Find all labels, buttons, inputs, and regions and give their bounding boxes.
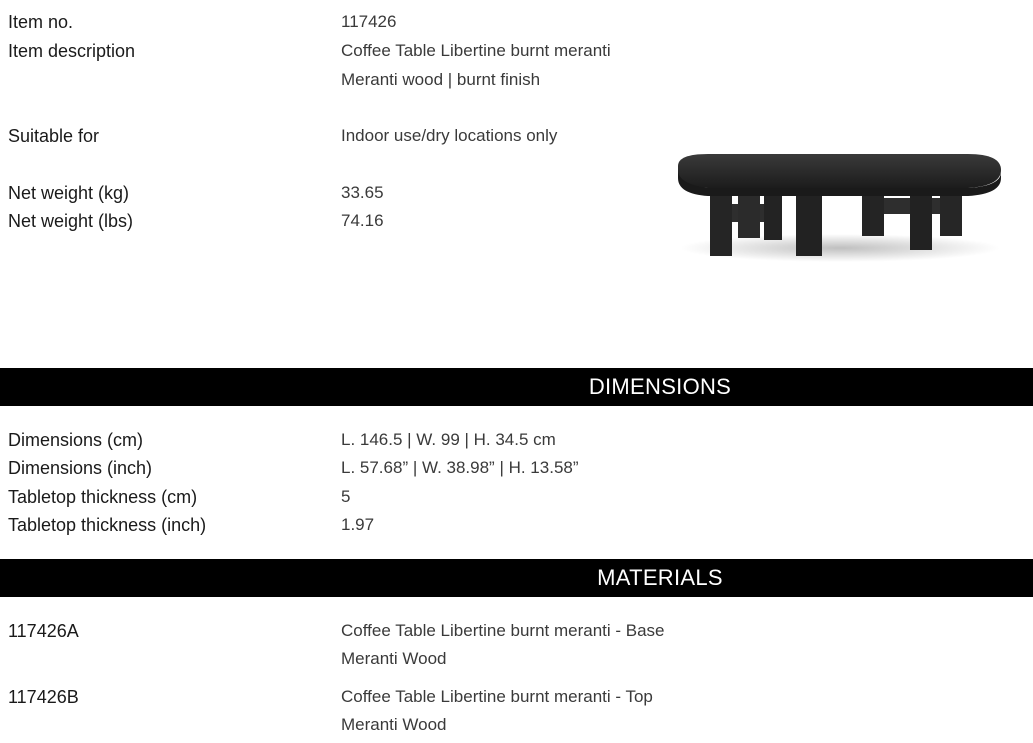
coffee-table-image: [668, 140, 1013, 270]
tabletop-thickness-inch-label: Tabletop thickness (inch): [8, 515, 207, 535]
net-weight-kg-label: Net weight (kg): [8, 183, 130, 203]
item-description-label: Item description: [8, 41, 136, 61]
material-name-a: Coffee Table Libertine burnt meranti - Base: [341, 621, 665, 640]
material-code-b: 117426B: [8, 687, 79, 707]
dimensions-header-band: [0, 368, 1033, 406]
material-code-a: 117426A: [8, 621, 79, 641]
dimensions-inch-label: Dimensions (inch): [8, 458, 153, 478]
dimensions-cm-value: L. 146.5 | W. 99 | H. 34.5 cm: [341, 430, 556, 449]
tabletop-thickness-inch-value: 1.97: [341, 515, 375, 534]
material-name-b: Coffee Table Libertine burnt meranti - Top: [341, 687, 653, 706]
dimensions-title: DIMENSIONS: [588, 374, 732, 399]
net-weight-lbs-label: Net weight (lbs): [8, 211, 134, 231]
item-description-line2: Meranti wood | burnt finish: [341, 70, 541, 89]
dimensions-cm-label: Dimensions (cm): [8, 430, 144, 450]
suitable-for-label: Suitable for: [8, 126, 100, 146]
materials-title: MATERIALS: [597, 565, 723, 590]
item-no-label: Item no.: [8, 12, 74, 32]
item-no-value: 117426: [341, 12, 397, 31]
tabletop-thickness-cm-value: 5: [341, 487, 351, 506]
item-description-line1: Coffee Table Libertine burnt meranti: [341, 41, 611, 60]
material-type-a: Meranti Wood: [341, 649, 447, 668]
dimensions-inch-value: L. 57.68” | W. 38.98” | H. 13.58”: [341, 458, 579, 477]
net-weight-kg-value: 33.65: [341, 183, 384, 202]
tabletop-thickness-cm-label: Tabletop thickness (cm): [8, 487, 198, 507]
suitable-for-value: Indoor use/dry locations only: [341, 126, 558, 145]
material-type-b: Meranti Wood: [341, 715, 447, 734]
net-weight-lbs-value: 74.16: [341, 211, 384, 230]
materials-header-band: [0, 559, 1033, 597]
